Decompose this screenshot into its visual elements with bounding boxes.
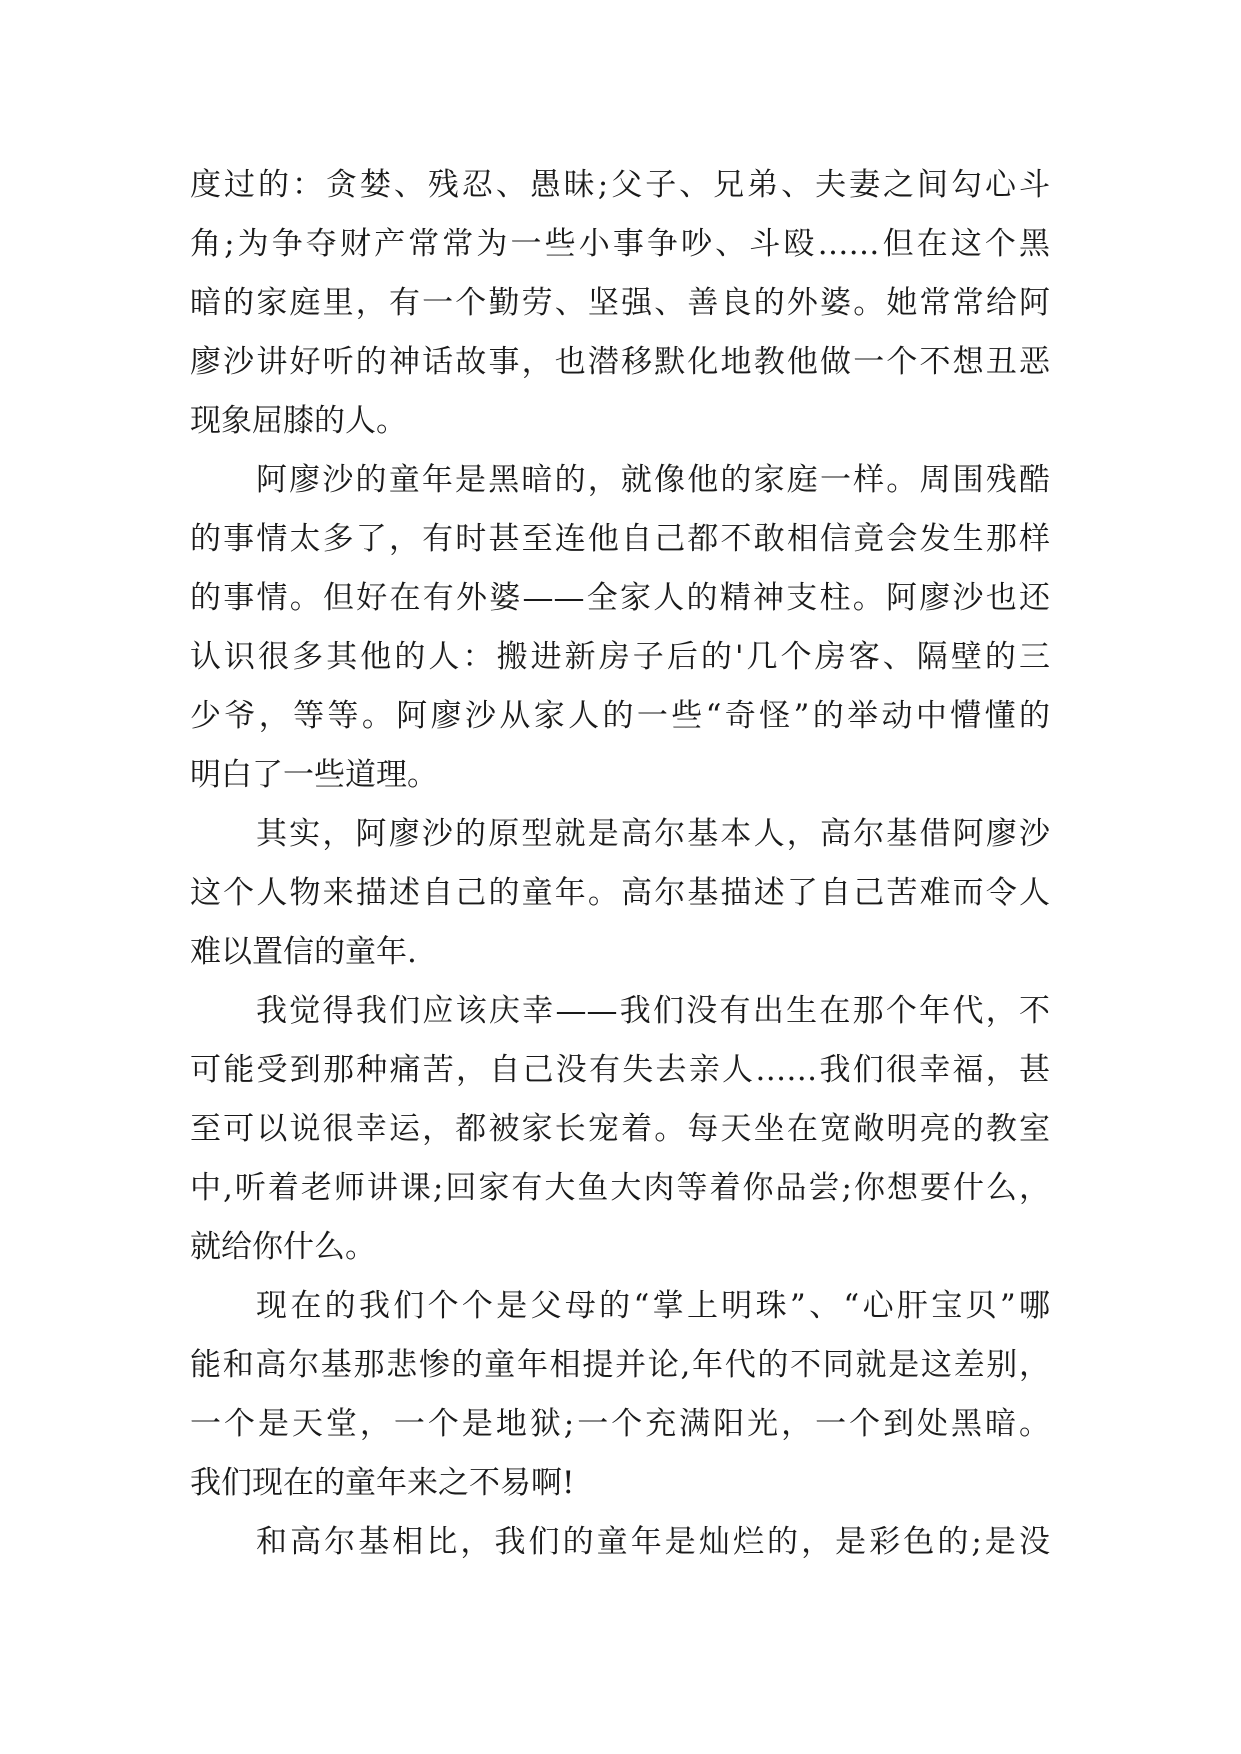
text-line: 少爷，等等。阿廖沙从家人的一些“奇怪”的举动中懵懂的 bbox=[190, 698, 1050, 734]
text-line: 的事情太多了，有时甚至连他自己都不敢相信竟会发生那样 bbox=[190, 521, 1050, 557]
text-line: 和高尔基相比，我们的童年是灿烂的，是彩色的;是没 bbox=[256, 1524, 1050, 1560]
text-line: 这个人物来描述自己的童年。高尔基描述了自己苦难而令人 bbox=[190, 875, 1050, 911]
text-line: 度过的：贪婪、残忍、愚昧;父子、兄弟、夫妻之间勾心斗 bbox=[190, 167, 1050, 203]
text-line: 可能受到那种痛苦，自己没有失去亲人……我们很幸福，甚 bbox=[190, 1052, 1050, 1088]
text-line: 廖沙讲好听的神话故事，也潜移默化地教他做一个不想丑恶 bbox=[190, 344, 1050, 380]
text-line: 我们现在的童年来之不易啊! bbox=[190, 1465, 575, 1501]
text-line: 现象屈膝的人。 bbox=[190, 403, 407, 439]
text-line: 明白了一些道理。 bbox=[190, 757, 438, 793]
text-line: 就给你什么。 bbox=[190, 1229, 376, 1265]
text-line: 认识很多其他的人：搬进新房子后的'几个房客、隔壁的三 bbox=[190, 639, 1050, 675]
text-line: 难以置信的童年. bbox=[190, 934, 417, 970]
text-line: 角;为争夺财产常常为一些小事争吵、斗殴……但在这个黑 bbox=[190, 226, 1050, 262]
text-line: 现在的我们个个是父母的“掌上明珠”、“心肝宝贝”哪 bbox=[256, 1288, 1050, 1324]
text-line: 能和高尔基那悲惨的童年相提并论,年代的不同就是这差别， bbox=[190, 1347, 1050, 1383]
text-line: 至可以说很幸运，都被家长宠着。每天坐在宽敞明亮的教室 bbox=[190, 1111, 1050, 1147]
text-line: 其实，阿廖沙的原型就是高尔基本人，高尔基借阿廖沙 bbox=[256, 816, 1050, 852]
text-line: 阿廖沙的童年是黑暗的，就像他的家庭一样。周围残酷 bbox=[256, 462, 1050, 498]
text-line: 我觉得我们应该庆幸——我们没有出生在那个年代，不 bbox=[256, 993, 1050, 1029]
text-line: 暗的家庭里，有一个勤劳、坚强、善良的外婆。她常常给阿 bbox=[190, 285, 1050, 321]
text-line: 一个是天堂，一个是地狱;一个充满阳光，一个到处黑暗。 bbox=[190, 1406, 1050, 1442]
text-line: 的事情。但好在有外婆——全家人的精神支柱。阿廖沙也还 bbox=[190, 580, 1050, 616]
text-line: 中,听着老师讲课;回家有大鱼大肉等着你品尝;你想要什么， bbox=[190, 1170, 1050, 1206]
